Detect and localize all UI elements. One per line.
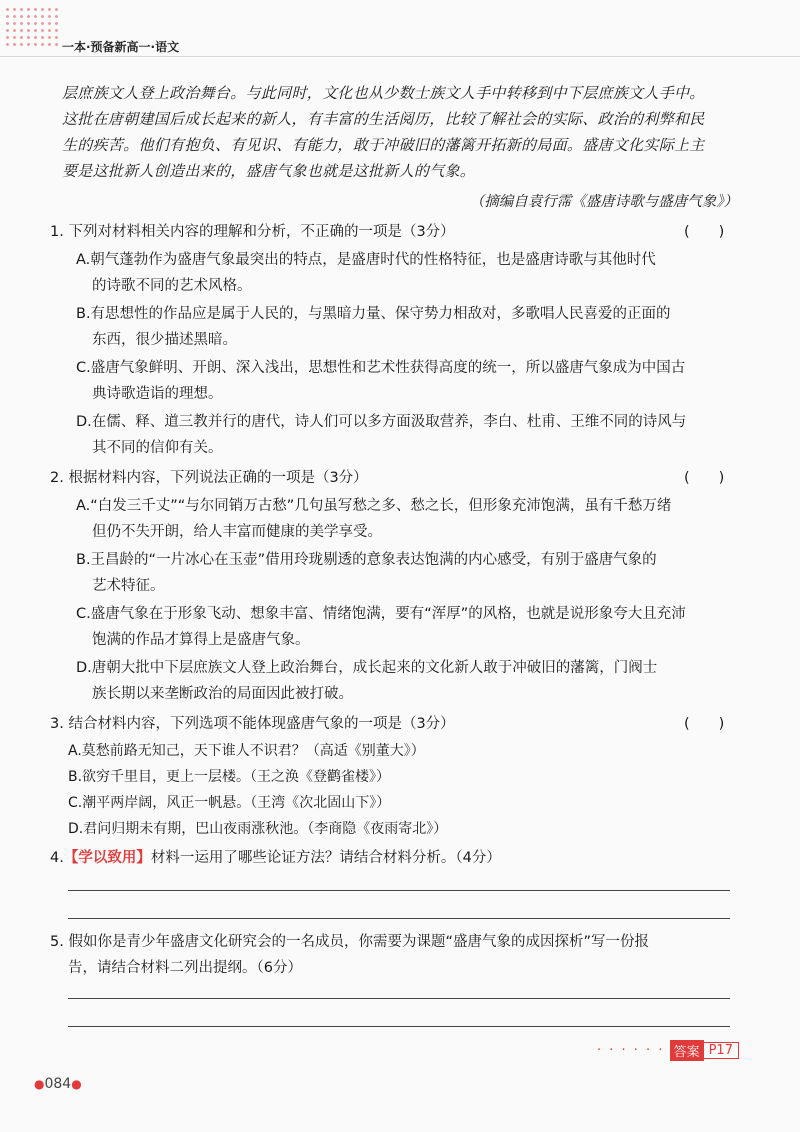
q1-option-c: C.盛唐气象鲜明、开朗、深入浅出，思想性和艺术性获得高度的统一，所以盛唐气象成为中国古	[76, 360, 686, 376]
question-2-answer-blank[interactable]: ( )	[684, 470, 725, 486]
question-3-answer-blank[interactable]: ( )	[684, 716, 725, 732]
question-3-stem: 3. 结合材料内容，下列选项不能体现盛唐气象的一项是（3分）	[50, 716, 455, 732]
q3-option-d: D.君问归期未有期，巴山夜雨涨秋池。（李商隐《夜雨寄北》）	[68, 821, 448, 837]
bullet-icon: ●	[34, 1077, 45, 1091]
question-4-text: 材料一运用了哪些论证方法？请结合材料分析。（4分）	[150, 850, 501, 866]
q1-option-d-cont: 其不同的信仰有关。	[92, 440, 223, 456]
q2-option-d: D.唐朝大批中下层庶族文人登上政治舞台，成长起来的文化新人敢于冲破旧的藩篱，门阀士	[76, 660, 658, 676]
page-number-text: 084	[44, 1076, 72, 1092]
page-number	[34, 1076, 82, 1092]
q3-option-c: C.潮平两岸阔，风正一帆悬。（王湾《次北固山下》）	[68, 795, 391, 811]
leader-dots: · · · · · ·	[597, 1043, 665, 1058]
q1-option-a-cont: 的诗歌不同的艺术风格。	[92, 278, 252, 294]
q1-option-d: D.在儒、释、道三教并行的唐代，诗人们可以多方面汲取营养，李白、杜甫、王维不同的诗风与	[76, 414, 687, 430]
apply-tag: 【学以致用】	[63, 850, 151, 866]
q2-option-b-cont: 艺术特征。	[92, 578, 165, 594]
q3-option-b: B.欲穷千里目，更上一层楼。（王之涣《登鹳雀楼》）	[68, 769, 391, 785]
question-5-stem-cont: 告，请结合材料二列出提纲。（6分）	[68, 960, 302, 976]
question-1-answer-blank[interactable]: ( )	[684, 224, 725, 240]
answer-line[interactable]	[68, 918, 730, 919]
q3-option-a: A.莫愁前路无知己，天下谁人不识君？（高适《别董大》）	[68, 743, 425, 759]
q1-option-b: B.有思想性的作品应是属于人民的，与黑暗力量、保守势力相敌对，多歌唱人民喜爱的正面的	[76, 306, 671, 322]
q2-option-a: A.“白发三千丈”“与尔同销万古愁”几句虽写愁之多、愁之长，但形象充沛饱满，虽有千愁万绪	[76, 498, 672, 514]
q2-option-a-cont: 但仍不失开朗，给人丰富而健康的美学享受。	[92, 524, 382, 540]
passage-line: 要是这批新人创造出来的，盛唐气象也就是这批新人的气象。	[62, 162, 476, 180]
question-4-stem	[50, 846, 501, 867]
q1-option-c-cont: 典诗歌造诣的理想。	[92, 386, 223, 402]
q2-option-c-cont: 饱满的作品才算得上是盛唐气象。	[92, 632, 310, 648]
q1-option-a: A.朝气蓬勃作为盛唐气象最突出的特点，是盛唐时代的性格特征，也是盛唐诗歌与其他时代	[76, 252, 656, 268]
question-1-stem: 1. 下列对材料相关内容的理解和分析，不正确的一项是（3分）	[50, 224, 455, 240]
q2-option-d-cont: 族长期以来垄断政治的局面因此被打破。	[92, 686, 353, 702]
question-5-stem: 5. 假如你是青少年盛唐文化研究会的一名成员，你需要为课题“盛唐气象的成因探析”写一份报	[50, 934, 649, 950]
passage-source: （摘编自袁行霈《盛唐诗歌与盛唐气象》）	[469, 194, 738, 210]
decorative-dot-pattern	[4, 6, 62, 50]
answer-reference[interactable]	[597, 1040, 739, 1061]
header-divider	[0, 56, 800, 57]
answer-line[interactable]	[68, 890, 730, 891]
answer-line[interactable]	[68, 998, 730, 999]
question-2-stem: 2. 根据材料内容，下列说法正确的一项是（3分）	[50, 470, 368, 486]
question-4-number: 4.	[50, 850, 64, 866]
q2-option-b: B.王昌龄的“一片冰心在玉壶”借用玲珑剔透的意象表达饱满的内心感受，有别于盛唐气象的	[76, 552, 657, 568]
answer-label: 答案	[670, 1040, 704, 1061]
running-header: 一本·预备新高一·语文	[62, 40, 180, 54]
passage-line: 这批在唐朝建国后成长起来的新人，有丰富的生活阅历，比较了解社会的实际、政治的利弊和民	[62, 110, 705, 128]
answer-line[interactable]	[68, 1026, 730, 1027]
answer-page: P17	[703, 1042, 739, 1059]
passage-line: 生的疾苦。他们有抱负、有见识、有能力，敢于冲破旧的藩篱开拓新的局面。盛唐文化实际上主	[62, 136, 705, 154]
bullet-icon: ●	[71, 1077, 82, 1091]
q2-option-c: C.盛唐气象在于形象飞动、想象丰富、情绪饱满，要有“浑厚”的风格，也就是说形象夸大且充沛	[76, 606, 686, 622]
passage-line: 层庶族文人登上政治舞台。与此同时，文化也从少数士族文人手中转移到中下层庶族文人手中。	[62, 84, 705, 102]
q1-option-b-cont: 东西，很少描述黑暗。	[92, 332, 237, 348]
